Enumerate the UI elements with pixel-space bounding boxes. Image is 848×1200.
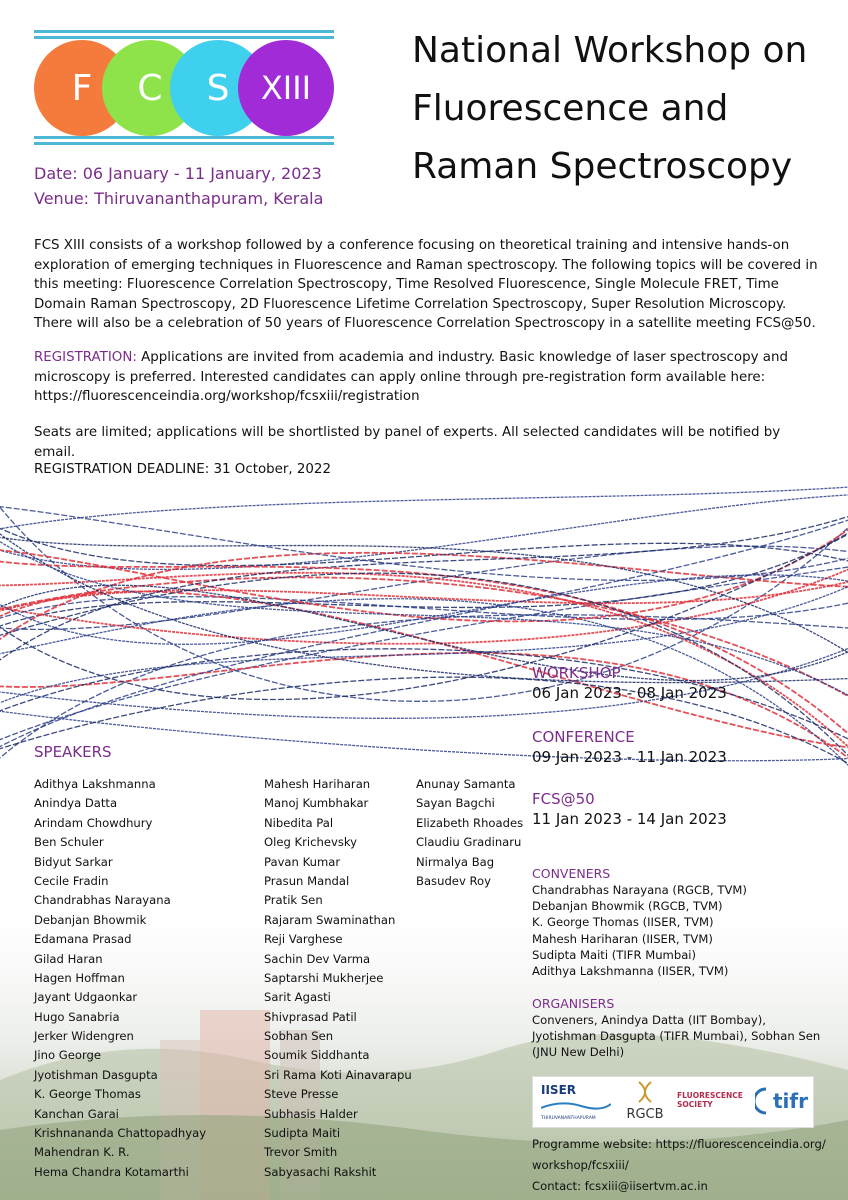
event-venue: Venue: Thiruvananthapuram, Kerala bbox=[34, 189, 324, 208]
speaker-name: Trevor Smith bbox=[264, 1145, 338, 1160]
speaker-name: Elizabeth Rhoades bbox=[416, 815, 524, 830]
speaker-name: Basudev Roy bbox=[416, 873, 491, 888]
wave-line bbox=[0, 516, 848, 752]
speaker-name: Soumik Siddhanta bbox=[264, 1048, 370, 1063]
logo-top-line bbox=[34, 30, 334, 33]
speaker-name: Subhasis Halder bbox=[264, 1106, 358, 1121]
speaker-name: Hema Chandra Kotamarthi bbox=[34, 1164, 189, 1179]
speaker-name: Claudiu Gradinaru bbox=[416, 835, 522, 850]
logo-letter: XIII bbox=[260, 69, 312, 107]
speaker-name: Reji Varghese bbox=[264, 932, 343, 947]
conveners-heading: CONVENERS bbox=[532, 866, 611, 881]
organisers-line: Jyotishman Dasgupta (TIFR Mumbai), Sobhan Sen bbox=[532, 1029, 821, 1044]
speaker-name: Sudipta Maiti bbox=[264, 1126, 341, 1141]
speaker-name: Mahesh Hariharan bbox=[264, 777, 371, 791]
speaker-name: Edamana Prasad bbox=[34, 932, 132, 947]
speaker-name: Shivprasad Patil bbox=[264, 1009, 357, 1024]
programme-website[interactable]: Programme website: https://fluorescenceindia.org/ workshop/fcsxiii/ bbox=[532, 1137, 826, 1172]
iiser-wave-icon bbox=[541, 1100, 611, 1112]
speakers-heading: SPEAKERS bbox=[34, 743, 112, 761]
sponsor-logos bbox=[532, 1076, 814, 1128]
speaker-name: Prasun Mandal bbox=[264, 873, 350, 888]
registration-text: Applications are invited from academia and industry. Basic knowledge of laser spectroscopy and microscopy is preferred. Interested candidates can apply online through pre-registration form available here: https://fluorescenceindia.org/workshop/fcsxiii/registration bbox=[34, 350, 788, 405]
speaker-name: Saptarshi Mukherjee bbox=[264, 970, 384, 985]
decorative-waves-image bbox=[0, 460, 848, 820]
speaker-name: Bidyut Sarkar bbox=[34, 854, 113, 869]
iiser-logo-text: IISER bbox=[541, 1083, 577, 1097]
speakers-column-3 bbox=[416, 775, 523, 891]
speaker-name: Oleg Krichevsky bbox=[264, 835, 358, 850]
wave-line bbox=[0, 486, 848, 530]
speaker-name: Chandrabhas Narayana bbox=[34, 893, 171, 908]
schedule-workshop bbox=[532, 664, 727, 702]
speaker-name: Manoj Kumbhakar bbox=[264, 796, 369, 811]
logo-bottom-line bbox=[34, 136, 334, 139]
organisers-heading: ORGANISERS bbox=[532, 996, 615, 1011]
fluorescence-society-logo bbox=[677, 1091, 743, 1109]
speaker-name: Anunay Samanta bbox=[416, 777, 516, 791]
intro-paragraph: FCS XIII consists of a workshop followed by a conference focusing on theoretical training and intensive hands-on exploration of emerging techniques in Fluorescence and Raman spectroscopy. The following topics will be covered in this meeting: Fluorescence Correlation Spectroscopy, Time Resolved Fluorescence, Single Molecule FRET, Time Domain Raman Spectroscopy, 2D Fluorescence Lifetime Correlation Spectroscopy, Super Resolution Microscopy. There will also be a celebration of 50 years of Fluorescence Correlation Spectroscopy in a satellite meeting FCS@50. bbox=[34, 238, 818, 332]
registration-deadline: REGISTRATION DEADLINE: 31 October, 2022 bbox=[34, 462, 331, 477]
speaker-name: Anindya Datta bbox=[34, 796, 118, 811]
speaker-name: Sarit Agasti bbox=[264, 990, 331, 1005]
registration-label: REGISTRATION: bbox=[34, 350, 137, 365]
event-date: Date: 06 January - 11 January, 2023 bbox=[34, 164, 322, 183]
convener-item: Debanjan Bhowmik (RGCB, TVM) bbox=[532, 899, 723, 914]
speaker-name: Nibedita Pal bbox=[264, 815, 334, 830]
organisers-line: Conveners, Anindya Datta (IIT Bombay), bbox=[532, 1013, 766, 1027]
speaker-name: Pratik Sen bbox=[264, 893, 323, 908]
speaker-name: Jayant Udgaonkar bbox=[34, 990, 138, 1005]
logo-letter: F bbox=[71, 67, 93, 109]
speaker-name: Adithya Lakshmanna bbox=[34, 777, 156, 791]
speaker-name: Gilad Haran bbox=[34, 951, 103, 966]
iiser-logo-subtext: THIRUVANANTHAPURAM bbox=[541, 1116, 596, 1121]
logo-letter: C bbox=[137, 67, 163, 109]
convener-item: K. George Thomas (IISER, TVM) bbox=[532, 915, 714, 930]
tifr-logo-text: tifr bbox=[773, 1089, 808, 1113]
speaker-name: K. George Thomas bbox=[34, 1087, 141, 1102]
rgcb-logo bbox=[625, 1081, 665, 1122]
logo-circle-xiii bbox=[238, 40, 334, 136]
schedule-dates: 11 Jan 2023 - 14 Jan 2023 bbox=[532, 810, 727, 828]
page-title: National Workshop on Fluorescence and Raman Spectroscopy bbox=[412, 30, 808, 187]
wave-line bbox=[0, 524, 848, 566]
schedule-dates: 06 Jan 2023 - 08 Jan 2023 bbox=[532, 684, 727, 702]
speaker-name: Jino George bbox=[34, 1048, 102, 1063]
speaker-name: Sayan Bagchi bbox=[416, 796, 495, 811]
speaker-name: Arindam Chowdhury bbox=[34, 815, 153, 830]
speaker-name: Debanjan Bhowmik bbox=[34, 912, 147, 927]
convener-item: Sudipta Maiti (TIFR Mumbai) bbox=[532, 947, 697, 962]
rgcb-dna-icon bbox=[633, 1081, 657, 1103]
speaker-name: Sachin Dev Varma bbox=[264, 951, 371, 966]
speakers-column-1 bbox=[34, 775, 206, 1182]
speaker-name: Sobhan Sen bbox=[264, 1029, 334, 1044]
speaker-name: Jyotishman Dasgupta bbox=[34, 1067, 158, 1082]
conveners-list bbox=[532, 882, 747, 979]
wave-line bbox=[0, 521, 848, 621]
speaker-name: Krishnananda Chattopadhyay bbox=[34, 1126, 207, 1141]
contact-email[interactable]: Contact: fcsxiii@iisertvm.ac.in bbox=[532, 1179, 708, 1193]
speaker-name: Hagen Hoffman bbox=[34, 970, 125, 985]
convener-item: Mahesh Hariharan (IISER, TVM) bbox=[532, 931, 713, 946]
speaker-name: Sri Rama Koti Ainavarapu bbox=[264, 1067, 412, 1082]
logo-letter: S bbox=[206, 67, 230, 109]
iiser-logo bbox=[541, 1083, 611, 1121]
schedule-conference bbox=[532, 728, 727, 766]
seats-note: Seats are limited; applications will be shortlisted by panel of experts. All selected candidates will be notified by email. bbox=[34, 425, 781, 460]
logo-bottom-line-2 bbox=[34, 142, 334, 145]
fluorescence-society-text: SOCIETY bbox=[677, 1100, 713, 1109]
speaker-name: Rajaram Swaminathan bbox=[264, 912, 396, 927]
speaker-name: Jerker Widengren bbox=[34, 1029, 134, 1044]
wave-line bbox=[0, 506, 848, 581]
rgcb-logo-text: RGCB bbox=[626, 1107, 664, 1122]
schedule-heading: FCS@50 bbox=[532, 790, 595, 808]
organisers-line: (JNU New Delhi) bbox=[532, 1045, 625, 1060]
registration-paragraph bbox=[34, 348, 824, 407]
speaker-name: Sabyasachi Rakshit bbox=[264, 1164, 377, 1179]
convener-item: Chandrabhas Narayana (RGCB, TVM) bbox=[532, 883, 747, 897]
convener-item: Adithya Lakshmanna (IISER, TVM) bbox=[532, 964, 729, 979]
logo-top-line-2 bbox=[34, 36, 334, 39]
speaker-name: Hugo Sanabria bbox=[34, 1009, 120, 1024]
schedule-heading: WORKSHOP bbox=[532, 664, 621, 682]
speaker-name: Ben Schuler bbox=[34, 835, 104, 850]
schedule-dates: 09 Jan 2023 - 11 Jan 2023 bbox=[532, 748, 727, 766]
schedule-fcs50 bbox=[532, 790, 727, 828]
wave-line bbox=[0, 494, 848, 569]
organisers-list bbox=[532, 1012, 820, 1061]
schedule-heading: CONFERENCE bbox=[532, 728, 635, 746]
speaker-name: Nirmalya Bag bbox=[416, 854, 495, 869]
speaker-name: Cecile Fradin bbox=[34, 873, 109, 888]
speakers-column-2 bbox=[264, 775, 412, 1182]
speaker-name: Mahendran K. R. bbox=[34, 1145, 130, 1160]
fluorescence-society-text: FLUORESCENCE bbox=[677, 1091, 743, 1100]
speaker-name: Steve Presse bbox=[264, 1087, 339, 1102]
speaker-name: Kanchan Garai bbox=[34, 1106, 119, 1121]
speaker-name: Pavan Kumar bbox=[264, 854, 341, 869]
